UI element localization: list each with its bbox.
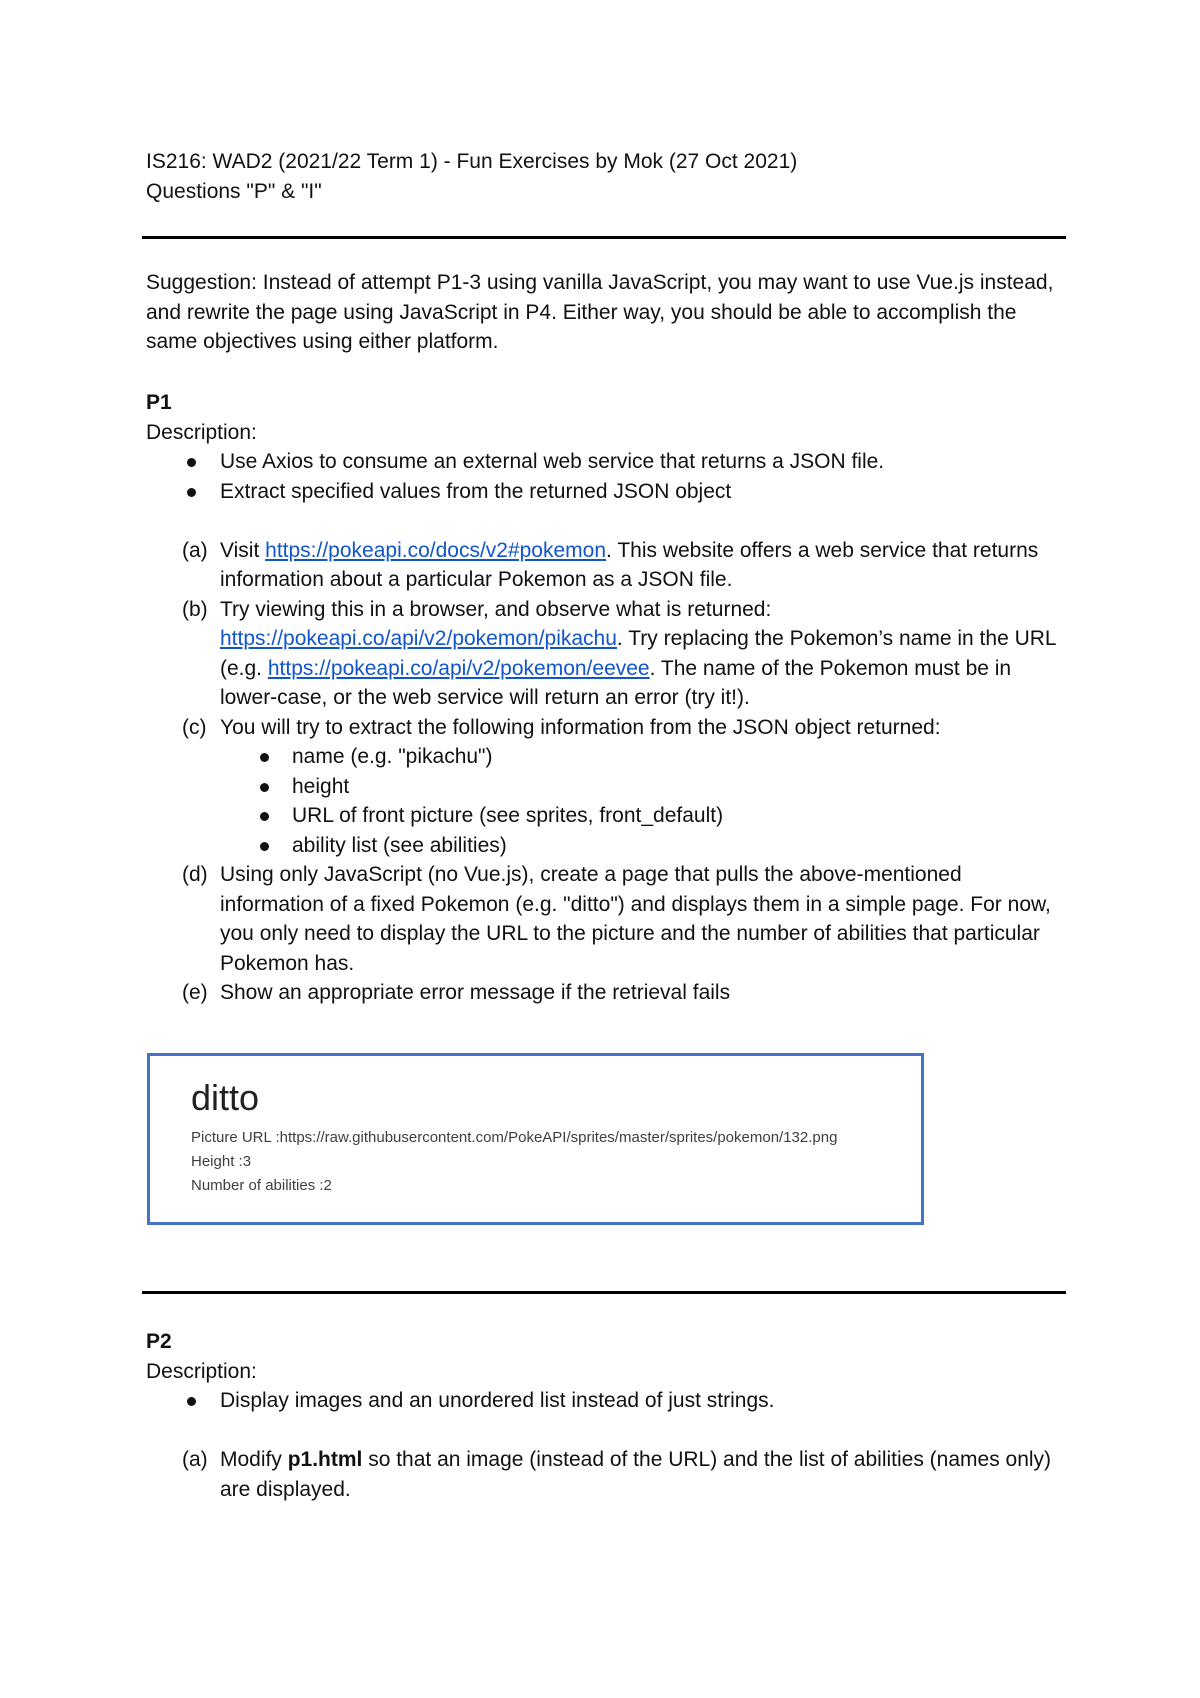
list-item: Use Axios to consume an external web service that returns a JSON file.: [146, 447, 1066, 477]
p1-item-a: [146, 536, 1066, 595]
example-pokemon-name: ditto: [191, 1077, 260, 1118]
example-output-screenshot: [147, 1053, 924, 1225]
item-text: . Try replacing the Pokemon’s name in the URL (e.g.: [220, 627, 1056, 680]
example-height: Height :3: [191, 1153, 252, 1170]
p1-item-c: [146, 713, 1066, 743]
p2-item-a: [146, 1445, 1066, 1504]
p2-task-list: [146, 1445, 1066, 1504]
item-text: Try viewing this in a browser, and observe what is returned:: [220, 597, 772, 621]
eevee-api-link[interactable]: https://pokeapi.co/api/v2/pokemon/eevee: [267, 656, 650, 680]
list-item: Extract specified values from the returned JSON object: [146, 477, 1066, 507]
list-item: URL of front picture (see sprites, front_default): [146, 801, 1066, 831]
pikachu-api-link[interactable]: https://pokeapi.co/api/v2/pokemon/pikachu: [220, 627, 617, 650]
p2-heading: P2: [146, 1330, 172, 1353]
item-text: so that an image (instead of the URL) and the list of abilities (names only) are displayed.: [220, 1448, 1052, 1501]
example-picture-url: Picture URL :https://raw.githubusercontent.com/PokeAPI/sprites/master/sprites/pokemon/132.png: [191, 1129, 838, 1146]
p1-task-list: [146, 536, 1066, 743]
item-label: (b): [182, 597, 208, 621]
pokeapi-docs-link[interactable]: https://pokeapi.co/docs/v2#pokemon: [265, 538, 607, 562]
divider-middle: [142, 1291, 1066, 1294]
item-text: . This website offers a web service that returns information about a particular Pokemon as a JSON file.: [220, 538, 1039, 591]
list-item: ability list (see abilities): [146, 831, 1066, 861]
document-header: [146, 147, 1066, 206]
item-label: (a): [182, 1448, 208, 1471]
list-item: height: [146, 772, 1066, 802]
p1-item-e: [146, 978, 1066, 1008]
item-label: (c): [182, 715, 207, 739]
divider-top: [142, 236, 1066, 239]
document-title: IS216: WAD2 (2021/22 Term 1) - Fun Exercises by Mok (27 Oct 2021): [146, 150, 798, 173]
list-item: Display images and an unordered list instead of just strings.: [146, 1386, 1066, 1416]
p2-bullet-list: [146, 1386, 1066, 1416]
p1-section: [146, 388, 1066, 1008]
p1-task-list-continued: [146, 860, 1066, 1008]
p1-heading: P1: [146, 391, 172, 414]
p1-description-label: Description:: [146, 420, 257, 444]
p1-bullet-list: [146, 447, 1066, 506]
item-text: Visit: [220, 538, 266, 562]
item-label: (a): [182, 538, 208, 562]
item-text: Using only JavaScript (no Vue.js), create a page that pulls the above-mentioned information of a fixed Pokemon (e.g. "ditto") and displays them in a simple page. For now, you only need to display the URL to the picture and the number of abilities that particular Pokemon has.: [220, 863, 1051, 975]
suggestion-paragraph: Suggestion: Instead of attempt P1-3 using vanilla JavaScript, you may want to use Vue.js instead, and rewrite the page using JavaScript in P4. Either way, you should be able to accomplish the same objectives using either platform.: [146, 271, 1054, 353]
p1-item-c-sublist: [146, 742, 1066, 860]
item-label: (e): [182, 981, 208, 1004]
p2-section: [146, 1327, 1066, 1504]
p2-description-label: Description:: [146, 1359, 257, 1383]
item-text: Modify: [220, 1448, 288, 1471]
p1-item-b: [146, 595, 1066, 713]
item-text: . The name of the Pokemon must be in lower-case, or the web service will return an error (try it!).: [220, 656, 1012, 709]
document-subtitle: Questions "P" & "I": [146, 179, 322, 203]
filename-text: p1.html: [287, 1448, 363, 1471]
item-label: (d): [182, 863, 208, 886]
item-text: Show an appropriate error message if the retrieval fails: [220, 981, 731, 1004]
list-item: name (e.g. "pikachu"): [146, 742, 1066, 772]
p1-item-d: [146, 860, 1066, 978]
item-text: You will try to extract the following information from the JSON object returned:: [220, 715, 941, 739]
example-abilities-count: Number of abilities :2: [191, 1177, 332, 1194]
